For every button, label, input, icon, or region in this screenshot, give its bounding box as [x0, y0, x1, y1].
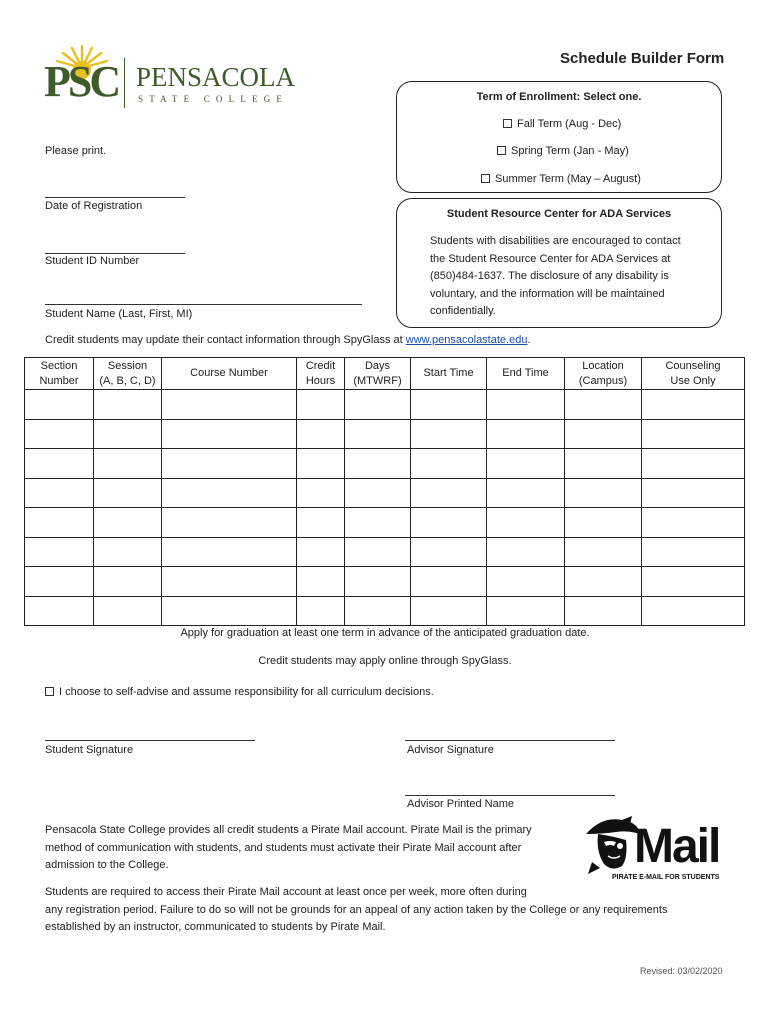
pirate-mail-paragraph-1: Pensacola State College provides all credit students a Pirate Mail account. Pirate Mail is the primary method of communication with students, and students must activate their Pirate Mail account after admission to the College. [45, 824, 532, 871]
table-row [25, 449, 745, 479]
table-cell[interactable] [25, 478, 94, 508]
table-cell[interactable] [487, 567, 565, 597]
apply-online-note: Credit students may apply online through SpyGlass. [258, 655, 512, 667]
table-cell[interactable] [565, 390, 642, 420]
table-cell[interactable] [25, 537, 94, 567]
table-cell[interactable] [345, 537, 411, 567]
table-cell[interactable] [487, 419, 565, 449]
table-cell[interactable] [345, 478, 411, 508]
table-cell[interactable] [565, 537, 642, 567]
pirate-mail-wordmark: Mail [634, 820, 720, 873]
table-row [25, 390, 745, 420]
table-cell[interactable] [487, 478, 565, 508]
table-cell[interactable] [297, 478, 345, 508]
table-cell[interactable] [25, 508, 94, 538]
pirate-mail-logo [582, 814, 732, 886]
logo-initials: PSC [44, 57, 119, 106]
table-row [25, 596, 745, 626]
self-advise-option[interactable]: I choose to self-advise and assume responsibility for all curriculum decisions. [45, 686, 434, 698]
psc-logo [44, 44, 294, 110]
college-website-link[interactable]: www.pensacolastate.edu [405, 334, 528, 346]
advisor-signature-label: Advisor Signature [407, 744, 494, 756]
table-cell[interactable] [487, 537, 565, 567]
header-start-time: Start Time [411, 358, 487, 390]
table-cell[interactable] [162, 419, 297, 449]
header-end-time: End Time [487, 358, 565, 390]
student-id-field[interactable] [45, 253, 185, 254]
table-cell[interactable] [487, 596, 565, 626]
table-cell[interactable] [565, 478, 642, 508]
student-name-label: Student Name (Last, First, MI) [45, 308, 193, 320]
header-credit-hours: Credit Hours [297, 358, 345, 390]
date-of-registration-field[interactable] [45, 197, 185, 198]
table-cell[interactable] [345, 390, 411, 420]
term-option-spring[interactable]: Spring Term (Jan - May) [497, 145, 629, 157]
ada-title: Student Resource Center for ADA Services [446, 208, 672, 220]
table-cell[interactable] [411, 419, 487, 449]
table-cell[interactable] [411, 596, 487, 626]
table-header-row [25, 358, 745, 390]
please-print-note: Please print. [45, 145, 107, 157]
table-cell[interactable] [94, 596, 162, 626]
term-option-summer[interactable]: Summer Term (May – August) [481, 173, 641, 185]
table-cell[interactable] [642, 419, 745, 449]
header-session: Session (A, B, C, D) [94, 358, 162, 390]
logo-divider [124, 58, 125, 108]
table-cell[interactable] [94, 508, 162, 538]
table-cell[interactable] [642, 567, 745, 597]
contact-update-note: Credit students may update their contact information through SpyGlass at www.pensacolastate.edu. [45, 334, 531, 346]
term-option-fall[interactable]: Fall Term (Aug - Dec) [503, 118, 621, 130]
table-row [25, 537, 745, 567]
student-id-label: Student ID Number [45, 255, 140, 267]
table-cell[interactable] [162, 508, 297, 538]
pirate-mail-tagline: PIRATE E-MAIL FOR STUDENTS [612, 874, 720, 881]
table-row [25, 419, 745, 449]
table-cell[interactable] [642, 390, 745, 420]
table-cell[interactable] [642, 478, 745, 508]
spring-checkbox[interactable] [497, 146, 506, 155]
table-cell[interactable] [642, 449, 745, 479]
summer-checkbox[interactable] [481, 174, 490, 183]
table-cell[interactable] [162, 596, 297, 626]
table-cell[interactable] [297, 508, 345, 538]
table-cell[interactable] [565, 449, 642, 479]
table-cell[interactable] [642, 508, 745, 538]
logo-college-sub: STATE COLLEGE [138, 94, 289, 104]
table-cell[interactable] [345, 596, 411, 626]
header-days: Days (MTWRF) [345, 358, 411, 390]
table-cell[interactable] [94, 567, 162, 597]
table-cell[interactable] [642, 537, 745, 567]
table-cell[interactable] [25, 567, 94, 597]
table-cell[interactable] [25, 596, 94, 626]
table-cell[interactable] [411, 390, 487, 420]
table-cell[interactable] [345, 567, 411, 597]
header-location: Location (Campus) [565, 358, 642, 390]
table-cell[interactable] [487, 508, 565, 538]
student-name-field[interactable] [45, 304, 362, 305]
student-signature-label: Student Signature [45, 744, 134, 756]
table-cell[interactable] [297, 390, 345, 420]
advisor-signature-field[interactable] [405, 740, 615, 741]
form-title: Schedule Builder Form [560, 50, 725, 67]
table-cell[interactable] [162, 478, 297, 508]
advisor-printed-name-field[interactable] [405, 795, 615, 796]
table-cell[interactable] [94, 390, 162, 420]
table-cell[interactable] [25, 390, 94, 420]
table-cell[interactable] [25, 419, 94, 449]
table-cell[interactable] [411, 567, 487, 597]
table-cell[interactable] [94, 419, 162, 449]
table-cell[interactable] [94, 478, 162, 508]
graduation-note: Apply for graduation at least one term in advance of the anticipated graduation date. [180, 627, 590, 639]
enrollment-title: Term of Enrollment: Select one. [476, 91, 642, 103]
term-of-enrollment-box [396, 81, 722, 193]
logo-college-name: PENSACOLA [136, 62, 296, 92]
table-cell[interactable] [345, 449, 411, 479]
table-cell[interactable] [297, 419, 345, 449]
header-section-number: Section Number [25, 358, 94, 390]
table-cell[interactable] [162, 449, 297, 479]
table-cell[interactable] [297, 449, 345, 479]
table-cell[interactable] [297, 537, 345, 567]
table-cell[interactable] [162, 390, 297, 420]
table-cell[interactable] [487, 449, 565, 479]
table-row [25, 478, 745, 508]
self-advise-checkbox[interactable] [45, 687, 54, 696]
date-of-registration-label: Date of Registration [45, 200, 143, 212]
table-row [25, 567, 745, 597]
ada-text: Students with disabilities are encouraged to contact the Student Resource Center for ADA Services at (850)484-1637. The disclosure of any disability is voluntary, and the information will be maintained confidentially. [430, 235, 681, 317]
ada-services-box [396, 198, 722, 328]
table-cell[interactable] [487, 390, 565, 420]
table-cell[interactable] [297, 596, 345, 626]
table-cell[interactable] [345, 419, 411, 449]
pirate-mail-paragraph-2: Students are required to access their Pirate Mail account at least once per week, more often during any registration period. Failure to do so will not be grounds for an appeal of any action taken by the College or any requirements established by an instructor, communicated to students by Pirate Mail. [45, 886, 668, 933]
table-cell[interactable] [94, 537, 162, 567]
table-row [25, 508, 745, 538]
table-cell[interactable] [411, 537, 487, 567]
fall-checkbox[interactable] [503, 119, 512, 128]
table-cell[interactable] [25, 449, 94, 479]
header-course-number: Course Number [162, 358, 297, 390]
table-cell[interactable] [642, 596, 745, 626]
student-signature-field[interactable] [45, 740, 255, 741]
table-cell[interactable] [162, 537, 297, 567]
table-cell[interactable] [297, 567, 345, 597]
table-cell[interactable] [411, 449, 487, 479]
revised-date: Revised: 03/02/2020 [640, 966, 723, 976]
table-cell[interactable] [345, 508, 411, 538]
table-cell[interactable] [565, 596, 642, 626]
table-cell[interactable] [565, 508, 642, 538]
table-cell[interactable] [565, 419, 642, 449]
table-cell[interactable] [565, 567, 642, 597]
advisor-printed-name-label: Advisor Printed Name [407, 798, 514, 810]
table-cell[interactable] [94, 449, 162, 479]
table-cell[interactable] [411, 508, 487, 538]
schedule-table [24, 357, 745, 626]
table-cell[interactable] [411, 478, 487, 508]
table-cell[interactable] [162, 567, 297, 597]
header-counseling: Counseling Use Only [642, 358, 745, 390]
schedule-table-body [25, 390, 745, 626]
